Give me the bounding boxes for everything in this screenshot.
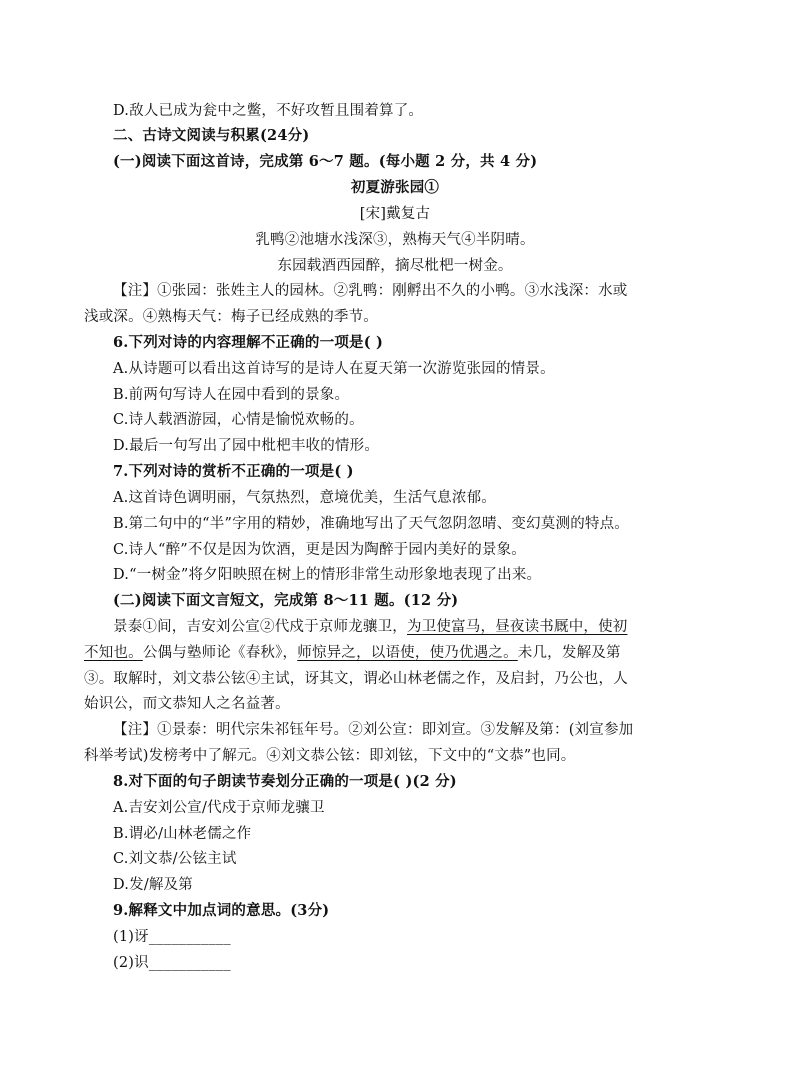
prose-text: 公偶与塾师论《春秋》， bbox=[142, 645, 298, 661]
prose-notes-continued: 科举考试)发榜考中了解元。④刘文恭公铉：即刘铉，下文中的“文恭”也同。 bbox=[84, 748, 576, 764]
poem-notes-continued: 浅或深。④熟梅天气：梅子已经成熟的季节。 bbox=[84, 309, 378, 325]
question-8-option-d: D.发/解及第 bbox=[113, 877, 194, 893]
question-7: 7.下列对诗的赏析不正确的一项是( ) bbox=[113, 463, 354, 480]
underlined-sentence: 不知也。 bbox=[84, 645, 143, 661]
question-8-option-c: C.刘文恭/公铉主试 bbox=[113, 851, 237, 867]
question-6-option-c: C.诗人载酒游园，心情是愉悦欢畅的。 bbox=[113, 412, 364, 428]
question-7-option-d: D.“一树金”将夕阳映照在树上的情形非常生动形象地表现了出来。 bbox=[113, 567, 542, 583]
question-7-option-a: A.这首诗色调明丽，气氛热烈，意境优美，生活气息浓郁。 bbox=[113, 490, 496, 506]
question-7-option-b: B.第二句中的“半”字用的精妙，准确地写出了天气忽阴忽晴、变幻莫测的特点。 bbox=[113, 516, 629, 532]
prose-line-4: 始识公，而文恭知人之名益著。 bbox=[84, 696, 290, 712]
question-9-blank-1: (1)讶___________ bbox=[113, 929, 231, 945]
poem-title: 初夏游张园① bbox=[350, 179, 440, 196]
question-6-option-a: A.从诗题可以看出这首诗写的是诗人在夏天第一次游览张园的情景。 bbox=[113, 361, 555, 377]
poem-line-2: 东园载酒西园醉，摘尽枇杷一树金。 bbox=[277, 258, 513, 274]
prose-text: 未几，发解及第 bbox=[517, 645, 621, 661]
option-d-previous: D.敌人已成为瓮中之鳖，不好攻暂且围着算了。 bbox=[113, 103, 424, 119]
prose-notes: 【注】①景泰：明代宗朱祁钰年号。②刘公宣：即刘宣。③发解及第：(刘宣参加 bbox=[113, 722, 634, 738]
poem-notes: 【注】①张园：张姓主人的园林。②乳鸭：刚孵出不久的小鸭。③水浅深：水或 bbox=[113, 283, 628, 299]
prose-text: 景泰①间，吉安刘公宣②代戍于京师龙骧卫， bbox=[113, 619, 407, 635]
prose-line-3: ③。取解时，刘文恭公铉④主试，讶其文，谓必山林老儒之作，及启封，乃公也，人 bbox=[84, 671, 628, 687]
question-9-blank-2: (2)识___________ bbox=[113, 955, 231, 971]
subsection-heading-prose: (二)阅读下面文言短文，完成第 8～11 题。(12 分) bbox=[113, 592, 459, 609]
question-8-option-a: A.吉安刘公宣/代戍于京师龙骧卫 bbox=[113, 800, 325, 816]
question-6: 6.下列对诗的内容理解不正确的一项是( ) bbox=[113, 334, 384, 351]
question-6-option-d: D.最后一句写出了园中枇杷丰收的情形。 bbox=[113, 438, 380, 454]
question-9: 9.解释文中加点词的意思。(3分) bbox=[113, 902, 330, 919]
question-8: 8.对下面的句子朗读节奏划分正确的一项是( )(2 分) bbox=[113, 773, 457, 790]
underlined-sentence: 为卫使富马，昼夜读书厩中，使初 bbox=[407, 619, 628, 635]
poem-line-1: 乳鸭②池塘水浅深③，熟梅天气④半阴晴。 bbox=[255, 232, 535, 248]
question-8-option-b: B.谓必/山林老儒之作 bbox=[113, 826, 252, 842]
prose-line-1 bbox=[113, 617, 628, 637]
subsection-heading-poem: (一)阅读下面这首诗，完成第 6～7 题。(每小题 2 分，共 4 分) bbox=[113, 153, 538, 170]
question-6-option-b: B.前两句写诗人在园中看到的景象。 bbox=[113, 387, 350, 403]
underlined-sentence: 师惊异之，以语使，使乃优遇之。 bbox=[297, 645, 518, 661]
poem-author: [宋]戴复古 bbox=[359, 206, 431, 222]
prose-line-2 bbox=[84, 643, 621, 663]
question-7-option-c: C.诗人“醉”不仅是因为饮酒，更是因为陶醉于园内美好的景象。 bbox=[113, 542, 527, 558]
section-heading-poetry: 二、古诗文阅读与积累(24分) bbox=[113, 127, 310, 144]
